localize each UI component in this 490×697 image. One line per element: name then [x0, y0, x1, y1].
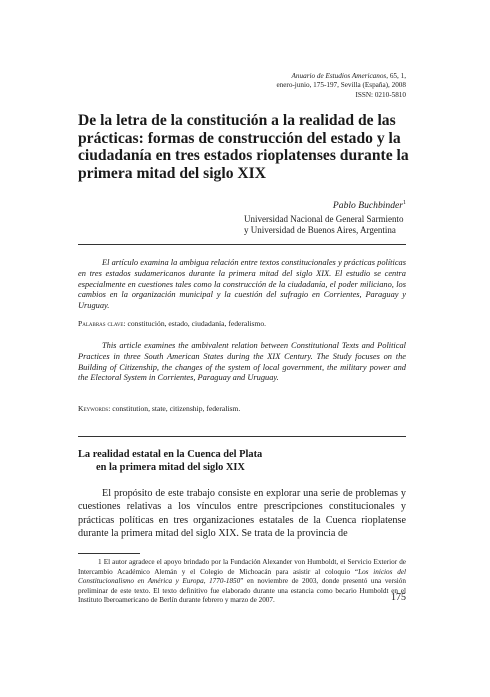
journal-line-1	[146, 72, 406, 81]
footnote-italic-title: Los inicios del Constitucionalismo en América y Europa, 1770-1850	[78, 567, 406, 585]
keywords-spanish	[78, 319, 406, 329]
journal-name: Anuario de Estudios Americanos	[291, 72, 387, 80]
journal-line-2: enero-junio, 175-197, Sevilla (España), 2008	[276, 81, 406, 90]
body-paragraph: El propósito de este trabajo consiste en explorar una serie de problemas y cuestiones relativas a los vínculos entre prescripciones constitucionales y prácticas políticas en tres organizaciones estatales de la Cuenca rioplatense durante la primera mitad del siglo XIX. Se trata de la provincia de	[78, 488, 406, 540]
affiliation-line-1: Universidad Nacional de General Sarmiento	[244, 214, 404, 224]
abstract-bottom-divider	[78, 436, 406, 437]
abstract-english: This article examines the ambivalent relation between Constitutional Texts and Political Practices in three South American States during the XIX Century. The Study focuses on the Building of Citizenship, the changes of the system of local government, the military power and the Electoral System in Corrientes, Paraguay and Uruguay.	[78, 341, 406, 383]
section-heading-line-1: La realidad estatal en la Cuenca del Plata	[78, 449, 263, 460]
keywords-english-text: : constitution, state, citizenship, federalism.	[108, 404, 241, 413]
keywords-english	[78, 404, 406, 414]
abstract-spanish: El artículo examina la ambigua relación entre textos constitucionales y prácticas políticas en tres estados sudamericanos durante la primera mitad del siglo XIX. El estudio se centra especialmente en cuestiones tales como la construcción de la ciudadanía, el poder miliciano, los cambios en la organización municipal y la cuestión del sufragio en Corrientes, Paraguay y Uruguay.	[78, 258, 406, 311]
keywords-english-label: Keywords	[78, 404, 109, 413]
article-title: De la letra de la constitución a la realidad de las prácticas: formas de construcción del estado y la ciudadanía en tres estados rioplatenses durante la primera mitad del siglo XIX	[78, 112, 409, 182]
footnote-text-1: 1 El autor agradece el apoyo brindado por la Fundación Alexander von Humboldt, el Servicio Exterior de Intercambio Académico Alemán y el Colegio de Michoacán para asistir al coloquio “	[78, 558, 406, 576]
section-heading	[78, 448, 406, 475]
footnote-divider	[78, 553, 140, 554]
author-name	[333, 200, 406, 211]
journal-issn: ISSN: 0210-5810	[355, 90, 406, 99]
abstract-top-divider	[78, 244, 406, 245]
journal-volume: , 65, 1,	[386, 72, 406, 80]
author-affiliation	[244, 214, 414, 237]
keywords-spanish-label: Palabras clave	[78, 319, 124, 328]
affiliation-line-2: y Universidad de Buenos Aires, Argentina	[244, 225, 396, 236]
author-footnote-mark: 1	[403, 200, 406, 206]
footnote-1	[78, 558, 406, 606]
keywords-spanish-text: : constitución, estado, ciudadanía, federalismo.	[123, 319, 267, 328]
author-name-text: Pablo Buchbinder	[332, 200, 403, 212]
journal-reference	[146, 72, 406, 100]
section-heading-line-2: en la primera mitad del siglo XIX	[96, 462, 245, 474]
page-number: 175	[391, 592, 406, 603]
footnote-text-2: ” en noviembre de 2003, donde presentó una versión preliminar de este texto. El texto definitivo fue elaborado durante una estancia como becario Humboldt en el Instituto Iberoamericano de Berlín durante febrero y marzo de 2007.	[78, 577, 406, 604]
